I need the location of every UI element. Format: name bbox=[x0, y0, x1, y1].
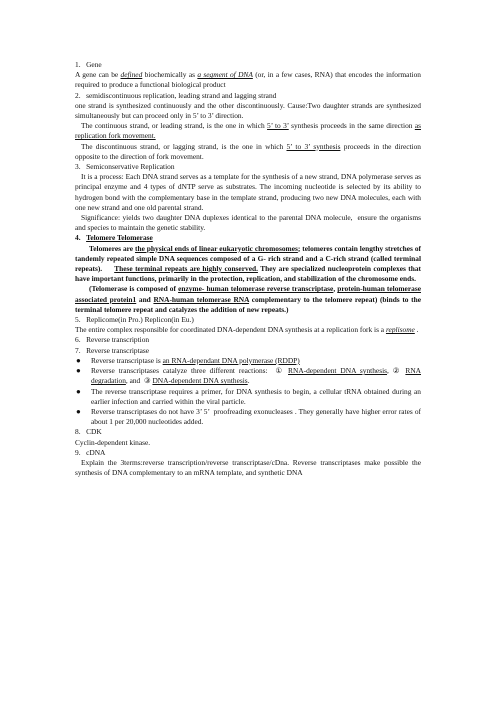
gene-definition bbox=[75, 70, 421, 90]
text-run: protein-human telomerase associated protein1 bbox=[75, 284, 421, 304]
paragraph bbox=[75, 325, 421, 335]
bullet-icon: ● bbox=[76, 366, 81, 376]
text-run: RNA-human telomerase RNA bbox=[153, 294, 250, 304]
text-run: 5’ to 3’ bbox=[267, 121, 289, 131]
section-heading-gene: 1. Gene bbox=[75, 60, 102, 69]
text-run: 5’ to 3’ synthesis bbox=[286, 141, 341, 151]
paragraph bbox=[75, 121, 421, 141]
text-run: as replication fork movement. bbox=[75, 121, 421, 141]
text-run: , ② bbox=[387, 366, 406, 376]
bullet-icon: ● bbox=[76, 406, 81, 416]
paragraph bbox=[75, 244, 421, 285]
text-run: ; telomeres contain lengthy stretches of tandemly repeated simple DNA sequences composed of a G- rich strand and a C-rich strand (called terminal repeats). bbox=[75, 243, 421, 274]
text-run: Reverse transcriptases catalyze three different reactions: ① bbox=[91, 366, 289, 376]
bullet-icon: ● bbox=[76, 386, 81, 396]
text-run: . bbox=[414, 325, 419, 335]
text-run: complementary to the telomere repeat) (binds to the terminal telomere repeat and catalyzes the addition of new repeats.) bbox=[75, 294, 421, 314]
text-run: defined bbox=[120, 70, 143, 80]
text-run: biochemically as bbox=[142, 70, 198, 80]
text-run: These terminal repeats are highly conserved. bbox=[114, 264, 258, 274]
text-run: Telomere Telomerase bbox=[86, 233, 153, 243]
document-body bbox=[75, 60, 421, 478]
text-run: They are specialized nucleoprotein complexes that have important functions, primarily in the protection, replication, and stabilization of the chromosome ends. bbox=[75, 264, 421, 284]
section-heading-cdna: 9. cDNA bbox=[75, 447, 106, 457]
bullet-item bbox=[75, 407, 421, 427]
paragraph: Cyclin-dependent kinase. bbox=[75, 437, 151, 447]
text-run: A gene can be bbox=[75, 70, 121, 80]
section-heading-semiconservative: 3. Semiconservative Replication bbox=[75, 162, 175, 172]
text-run: the physical ends of linear eukaryotic chromosomes bbox=[135, 243, 298, 253]
text-run: , bbox=[333, 284, 338, 294]
text-run: , and ③ bbox=[125, 376, 153, 386]
text-run: Telomeres are bbox=[89, 243, 136, 253]
bullet-item bbox=[75, 387, 421, 407]
text-run: 4. bbox=[75, 233, 87, 243]
text-run: (or, in a few cases, RNA) that encodes the information required to produce a functional biological product bbox=[75, 70, 421, 90]
text-run: synthesis proceeds in the same direction bbox=[288, 121, 415, 131]
text-run: enzyme- human telomerase reverse transcriptase bbox=[178, 284, 334, 294]
text-run: DNA-dependent DNA synthesis bbox=[152, 376, 248, 386]
text-run: proceeds in the direction opposite to the direction of fork movement. bbox=[75, 141, 421, 161]
section-heading-replicome: 5. Replicome(in Pro.) Replicon(in Eu.) bbox=[75, 315, 194, 325]
text-run: The continuous strand, or leading strand, is the one in which bbox=[81, 121, 268, 131]
bullet-item bbox=[75, 366, 421, 386]
paragraph: Significance: yields two daughter DNA duplexes identical to the parental DNA molecule, ensure the organisms and species to maintain the genetic stability. bbox=[75, 213, 421, 233]
paragraph: Explain the 3terms:reverse transcription/reverse transcriptase/cDna. Reverse transcriptases make possible the synthesis of DNA complementary to an mRNA template, and synthetic DNA bbox=[75, 457, 421, 478]
section-heading-reverse-transcription: 6. Reverse transcription bbox=[75, 335, 150, 345]
text-run: The reverse transcriptase requires a primer, for DNA synthesis to begin, a cellular tRNA obtained during an earlier infection and carried within the viral particle. bbox=[91, 386, 421, 406]
text-run: The entire complex responsible for coordinated DNA-dependent DNA synthesis at a replication fork is a bbox=[75, 325, 386, 335]
bullet-item bbox=[75, 356, 421, 366]
text-run: (Telomerase is composed of bbox=[89, 284, 179, 294]
section-heading-reverse-transcriptase: 7. Reverse transcriptase bbox=[75, 345, 150, 355]
text-run: . bbox=[247, 376, 250, 386]
paragraph bbox=[75, 284, 421, 315]
text-run: The discontinuous strand, or lagging strand, is the one in which bbox=[81, 141, 287, 151]
section-heading-telomere bbox=[75, 233, 421, 243]
paragraph: It is a process: Each DNA strand serves as a template for the synthesis of a new strand, DNA polymerase serves as principal enzyme and 4 types of dNTP serve as substrates. The incoming nucleotide is selected by its ability to hydrogen bond with the complementary base in the template strand, producing two new DNA molecules, each with one new strand and one old parental strand. bbox=[75, 172, 421, 212]
section-heading-semidiscontinuous: 2. semidiscontinuous replication, leading strand and lagging strand bbox=[75, 90, 277, 100]
text-run: and bbox=[136, 294, 154, 304]
paragraph: one strand is synthesized continuously and the other discontinuously. Cause:Two daughter strands are synthesized simultaneously but can proceed only in 5’ to 3’ direction. bbox=[75, 100, 421, 121]
text-run: Reverse transcriptases do not have 3’ 5’ proofreading exonucleases . They generally have higher error rates of about 1 per 20,000 nucleotides added. bbox=[91, 406, 421, 427]
text-run: replisome bbox=[385, 325, 415, 335]
text-run: RNA degradation bbox=[91, 366, 421, 386]
text-run: a segment of DNA bbox=[197, 70, 253, 80]
text-run: an RNA-dependant DNA polymerase (RDDP) bbox=[162, 355, 300, 365]
text-run: Reverse transcriptase is bbox=[91, 355, 163, 365]
text-run: RNA-dependent DNA synthesis bbox=[288, 366, 388, 376]
paragraph bbox=[75, 142, 421, 162]
bullet-icon: ● bbox=[76, 355, 81, 365]
section-heading-cdk: 8. CDK bbox=[75, 427, 102, 437]
